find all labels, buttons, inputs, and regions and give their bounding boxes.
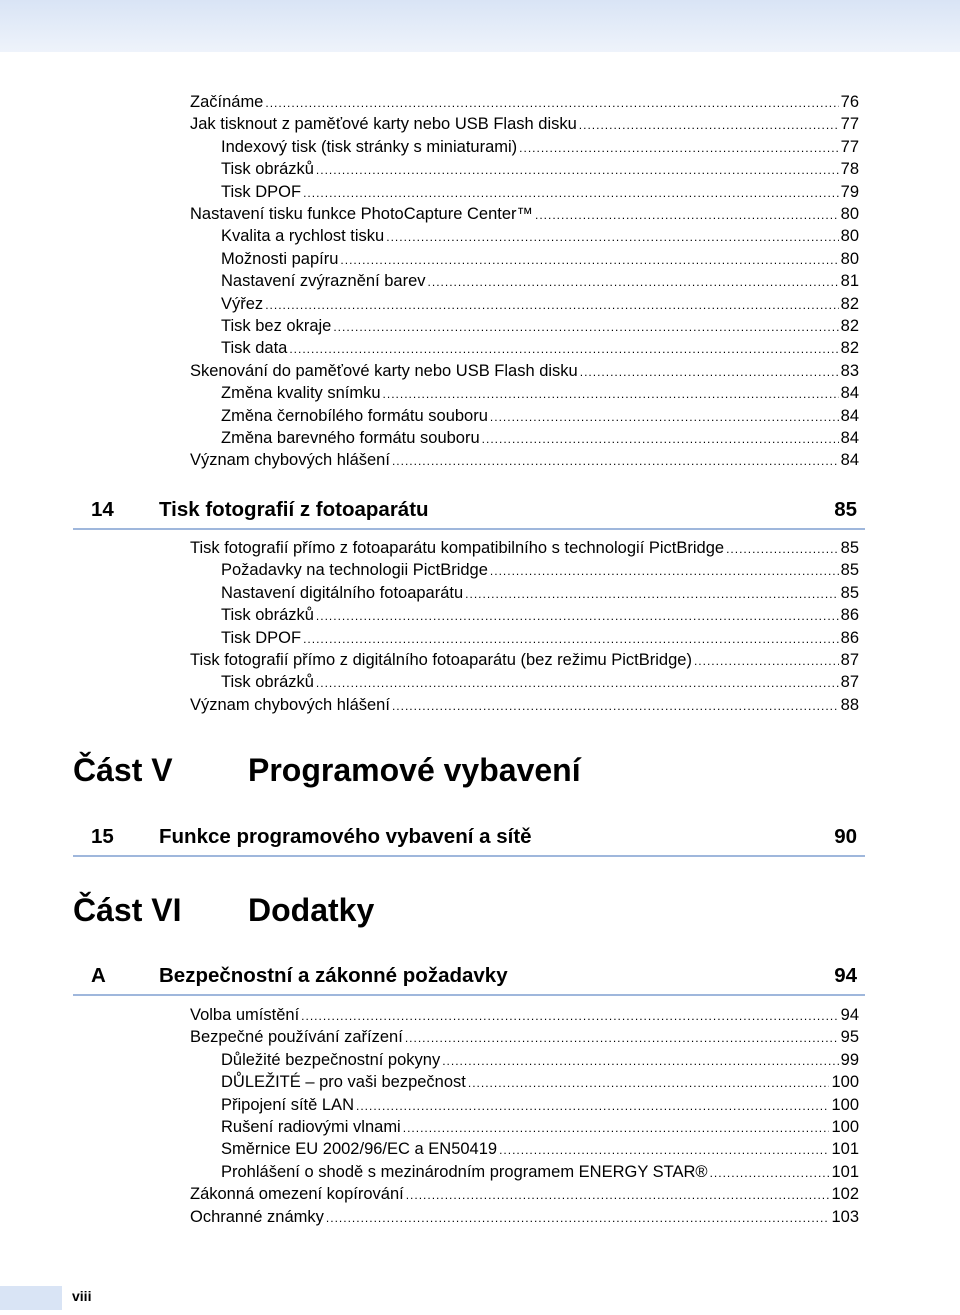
toc-entry-page: 85 <box>840 561 859 580</box>
toc-dot-leader <box>316 159 839 181</box>
toc-entry[interactable] <box>221 582 859 604</box>
toc-entry-title: Zákonná omezení kopírování <box>190 1185 404 1204</box>
toc-dot-leader <box>535 204 839 226</box>
toc-entry[interactable] <box>221 248 859 270</box>
toc-entry-page: 82 <box>840 317 859 335</box>
toc-entry-title: Prohlášení o shodě s mezinárodním programem ENERGY STAR® <box>221 1162 708 1181</box>
toc-entry-page: 85 <box>840 539 859 557</box>
toc-entry[interactable] <box>190 694 859 716</box>
toc-entry-page: 100 <box>831 1095 859 1114</box>
toc-dot-leader <box>490 560 839 582</box>
part-title: Programové vybavení <box>248 752 581 788</box>
toc-entry-page: 80 <box>840 205 859 223</box>
toc-entry[interactable] <box>221 181 859 203</box>
chapter-page: 90 <box>834 825 857 848</box>
toc-dot-leader <box>289 338 838 360</box>
toc-entry-page: 84 <box>840 451 859 470</box>
toc-entry-page: 94 <box>840 1006 859 1024</box>
toc-entry-title: Skenování do paměťové karty nebo USB Flash disku <box>190 361 578 380</box>
toc-entry[interactable] <box>190 360 859 382</box>
toc-entry-title: Ochranné známky <box>190 1207 324 1226</box>
toc-entry-title: Důležité bezpečnostní pokyny <box>221 1050 441 1069</box>
chapter-page: 85 <box>834 498 857 521</box>
chapter-15-heading[interactable] <box>73 815 865 857</box>
toc-entry-title: Začínáme <box>190 93 264 111</box>
toc-dot-leader <box>428 271 839 293</box>
chapter-number: 15 <box>91 825 114 848</box>
toc-dot-leader <box>694 650 839 672</box>
footer-tab <box>0 1286 62 1310</box>
toc-dot-leader <box>579 114 839 136</box>
toc-entry-page: 84 <box>840 384 859 403</box>
toc-dot-leader <box>383 383 839 405</box>
toc-dot-leader <box>392 450 839 472</box>
toc-entry[interactable] <box>190 1004 859 1026</box>
toc-entry-page: 103 <box>831 1207 859 1226</box>
toc-entry-title: Tisk DPOF <box>221 628 302 647</box>
toc-entry-title: Požadavky na technologii PictBridge <box>221 561 488 580</box>
toc-entry-page: 80 <box>840 249 859 268</box>
toc-entry-title: Tisk obrázků <box>221 673 314 692</box>
toc-entry-page: 82 <box>840 339 859 358</box>
toc-entry[interactable] <box>190 91 859 113</box>
toc-entry-page: 101 <box>831 1162 859 1181</box>
toc-entry-page: 100 <box>831 1118 859 1136</box>
toc-entry-page: 82 <box>840 294 859 313</box>
toc-entry-title: Nastavení tisku funkce PhotoCapture Center™ <box>190 205 534 223</box>
toc-entry-page: 78 <box>840 160 859 179</box>
toc-entry-title: Změna kvality snímku <box>221 384 381 403</box>
toc-dot-leader <box>392 695 839 717</box>
toc-entry[interactable] <box>221 1116 859 1138</box>
toc-entry[interactable] <box>221 405 859 427</box>
toc-entry-title: Tisk fotografií přímo z digitálního fotoaparátu (bez režimu PictBridge) <box>190 651 692 669</box>
toc-entry-page: 76 <box>840 93 859 111</box>
chapter-title: Funkce programového vybavení a sítě <box>159 825 532 848</box>
toc-entry-page: 95 <box>840 1028 859 1047</box>
toc-dot-leader <box>519 137 838 159</box>
toc-dot-leader <box>482 428 839 450</box>
toc-dot-leader <box>499 1139 829 1161</box>
toc-entry[interactable] <box>221 315 859 337</box>
toc-entry-page: 87 <box>840 673 859 692</box>
toc-entry[interactable] <box>190 537 859 559</box>
toc-entry[interactable] <box>221 1161 859 1183</box>
toc-dot-leader <box>386 226 838 248</box>
toc-dot-leader <box>326 1207 830 1229</box>
toc-entry-page: 77 <box>840 115 859 134</box>
toc-entry-title: Připojení sítě LAN <box>221 1095 354 1114</box>
toc-entry[interactable] <box>221 293 859 315</box>
toc-entry-page: 86 <box>840 628 859 647</box>
toc-entry[interactable] <box>221 225 859 247</box>
chapter-14-heading[interactable] <box>73 488 865 530</box>
toc-entry-page: 100 <box>831 1073 859 1092</box>
toc-entry-page: 87 <box>840 651 859 669</box>
chapter-title: Tisk fotografií z fotoaparátu <box>159 498 429 521</box>
toc-dot-leader <box>316 672 839 694</box>
toc-entry-page: 85 <box>840 583 859 602</box>
toc-entry[interactable] <box>221 1138 859 1160</box>
toc-dot-leader <box>468 1072 830 1094</box>
toc-entry-title: Výřez <box>221 294 264 313</box>
toc-entry-title: Možnosti papíru <box>221 249 339 268</box>
toc-entry-page: 80 <box>840 227 859 246</box>
toc-entry-title: Tisk obrázků <box>221 606 314 625</box>
toc-entry[interactable] <box>190 649 859 671</box>
chapter-a-heading[interactable] <box>73 954 865 996</box>
toc-entry[interactable] <box>221 158 859 180</box>
chapter-number: A <box>91 964 106 987</box>
toc-entry-title: Změna barevného formátu souboru <box>221 429 480 447</box>
toc-dot-leader <box>403 1117 830 1139</box>
toc-entry[interactable] <box>221 559 859 581</box>
toc-entry-title: Volba umístění <box>190 1006 300 1024</box>
toc-entry[interactable] <box>190 1026 859 1048</box>
toc-entry-page: 84 <box>840 406 859 425</box>
toc-dot-leader <box>465 583 838 605</box>
toc-entry-title: Tisk obrázků <box>221 160 314 179</box>
toc-entry[interactable] <box>190 113 859 135</box>
toc-dot-leader <box>333 316 838 338</box>
toc-dot-leader <box>710 1162 830 1184</box>
toc-entry-title: Směrnice EU 2002/96/EC a EN50419 <box>221 1140 498 1159</box>
toc-entry-title: DŮLEŽITÉ – pro vaši bezpečnost <box>221 1073 466 1092</box>
toc-dot-leader <box>303 182 839 204</box>
toc-entry[interactable] <box>221 671 859 693</box>
toc-entry[interactable] <box>190 449 859 471</box>
toc-entry-page: 79 <box>840 182 859 201</box>
toc-entry-page: 101 <box>831 1140 859 1159</box>
toc-entry-title: Význam chybových hlášení <box>190 695 390 714</box>
toc-entry-title: Tisk DPOF <box>221 182 302 201</box>
toc-entry[interactable] <box>221 1071 859 1093</box>
toc-entry-page: 88 <box>840 695 859 714</box>
toc-entry-title: Bezpečné používání zařízení <box>190 1028 403 1047</box>
part-label: Část V <box>73 752 173 788</box>
toc-entry[interactable] <box>190 203 859 225</box>
toc-dot-leader <box>406 1184 830 1206</box>
toc-entry[interactable] <box>221 337 859 359</box>
page-number: viii <box>72 1288 92 1304</box>
toc-entry-title: Kvalita a rychlost tisku <box>221 227 385 246</box>
toc-dot-leader <box>490 406 839 428</box>
toc-entry-title: Změna černobílého formátu souboru <box>221 406 488 425</box>
toc-entry-title: Význam chybových hlášení <box>190 451 390 470</box>
toc-entry-title: Jak tisknout z paměťové karty nebo USB Flash disku <box>190 115 577 134</box>
toc-dot-leader <box>442 1050 838 1072</box>
part-title: Dodatky <box>248 892 375 928</box>
toc-dot-leader <box>265 294 838 316</box>
header-band <box>0 0 960 52</box>
toc-dot-leader <box>580 361 839 383</box>
toc-entry[interactable] <box>221 1049 859 1071</box>
toc-dot-leader <box>265 92 838 114</box>
chapter-title: Bezpečnostní a zákonné požadavky <box>159 964 508 987</box>
toc-dot-leader <box>303 628 839 650</box>
chapter-number: 14 <box>91 498 114 521</box>
toc-entry-title: Tisk fotografií přímo z fotoaparátu kompatibilního s technologií PictBridge <box>190 539 725 557</box>
part-v-heading <box>73 752 873 802</box>
toc-entry-title: Tisk data <box>221 339 288 358</box>
toc-entry[interactable] <box>190 1183 859 1205</box>
toc-entry-title: Indexový tisk (tisk stránky s miniaturami) <box>221 137 518 156</box>
toc-dot-leader <box>356 1095 829 1117</box>
chapter-page: 94 <box>834 964 857 987</box>
part-label: Část VI <box>73 892 182 928</box>
toc-entry-page: 81 <box>840 272 859 291</box>
toc-entry[interactable] <box>221 136 859 158</box>
toc-entry-page: 77 <box>840 137 859 156</box>
toc-entry-title: Tisk bez okraje <box>221 317 332 335</box>
toc-entry-title: Nastavení zvýraznění barev <box>221 272 426 291</box>
toc-entry[interactable] <box>190 1206 859 1228</box>
toc-entry[interactable] <box>221 270 859 292</box>
toc-entry[interactable] <box>221 627 859 649</box>
toc-entry[interactable] <box>221 604 859 626</box>
toc-entry-title: Rušení radiovými vlnami <box>221 1118 401 1136</box>
toc-entry-title: Nastavení digitálního fotoaparátu <box>221 583 464 602</box>
toc-entry-page: 99 <box>840 1050 859 1069</box>
part-vi-heading <box>73 892 873 942</box>
toc-entry-page: 102 <box>831 1185 859 1204</box>
toc-entry[interactable] <box>221 382 859 404</box>
toc-entry-page: 86 <box>840 606 859 625</box>
toc-entry[interactable] <box>221 427 859 449</box>
toc-entry[interactable] <box>221 1094 859 1116</box>
toc-dot-leader <box>405 1027 839 1049</box>
toc-dot-leader <box>301 1005 838 1027</box>
toc-entry-page: 83 <box>840 361 859 380</box>
toc-dot-leader <box>316 605 839 627</box>
toc-entry-page: 84 <box>840 429 859 447</box>
toc-dot-leader <box>726 538 839 560</box>
toc-dot-leader <box>340 249 838 271</box>
